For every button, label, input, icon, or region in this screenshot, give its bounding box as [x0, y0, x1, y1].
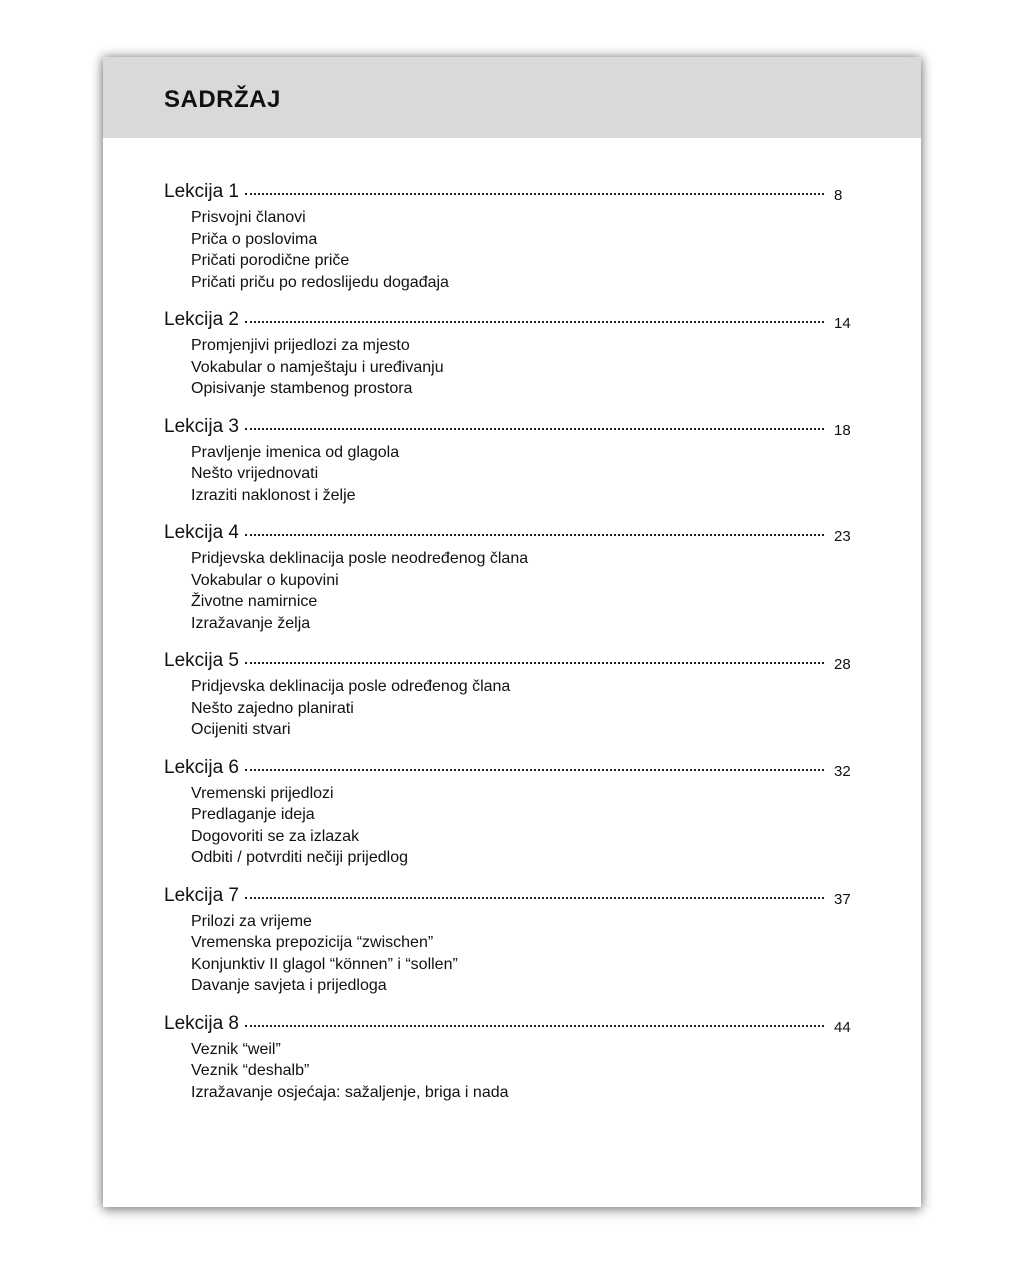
topic-item: Prisvojni članovi — [191, 209, 306, 226]
toc-entry-lekcija-3[interactable] — [164, 413, 852, 441]
lesson-page-number: 44 — [834, 1018, 851, 1036]
topic-item: Davanje savjeta i prijedloga — [191, 977, 387, 994]
dot-leader — [245, 1025, 824, 1027]
dot-leader — [245, 662, 824, 664]
topic-list — [164, 335, 852, 400]
topic-item: Nešto vrijednovati — [191, 465, 319, 482]
toc-entry-lekcija-8[interactable] — [164, 1010, 852, 1038]
topic-item: Odbiti / potvrditi nečiji prijedlog — [191, 849, 408, 866]
toc-section-lekcija-5 — [164, 647, 852, 741]
topic-item: Priča o poslovima — [191, 230, 318, 248]
topic-item: Izražavanje osjećaja: sažaljenje, briga i nada — [191, 1083, 509, 1101]
toc-entry-lekcija-2[interactable] — [164, 306, 852, 334]
dot-leader — [245, 193, 824, 195]
topic-list — [164, 442, 852, 507]
topic-list — [164, 676, 852, 741]
topic-item: Ocijeniti stvari — [191, 721, 291, 738]
topic-item: Vokabular o kupovini — [191, 571, 339, 589]
topic-item: Nešto zajedno planirati — [191, 699, 354, 717]
topic-item: Predlaganje ideja — [191, 806, 315, 823]
lesson-title: Lekcija 6 — [164, 756, 239, 778]
lesson-page-number: 8 — [834, 187, 843, 204]
topic-list — [164, 548, 852, 634]
toc-section-lekcija-2 — [164, 306, 852, 400]
toc-entry-lekcija-5[interactable] — [164, 647, 852, 675]
lesson-title: Lekcija 8 — [164, 1012, 239, 1034]
topic-item: Pričati porodične priče — [191, 252, 350, 269]
toc-section-lekcija-8 — [164, 1010, 852, 1104]
toc-entry-lekcija-6[interactable] — [164, 754, 852, 782]
dot-leader — [245, 321, 824, 323]
toc-entry-lekcija-7[interactable] — [164, 882, 852, 910]
topic-item: Veznik “weil” — [191, 1040, 281, 1058]
topic-item: Vremenska prepozicija “zwischen” — [191, 934, 434, 951]
topic-list — [164, 1039, 852, 1104]
page-header — [103, 57, 921, 138]
lesson-page-number: 18 — [834, 421, 851, 439]
lesson-page-number: 23 — [834, 528, 851, 545]
topic-list — [164, 911, 852, 997]
topic-item: Pridjevska deklinacija posle određenog člana — [191, 678, 511, 695]
topic-item: Promjenjivi prijedlozi za mjesto — [191, 337, 410, 354]
page-title: SADRŽAJ — [164, 86, 281, 113]
lesson-page-number: 37 — [834, 890, 851, 908]
lesson-title: Lekcija 1 — [164, 181, 239, 202]
topic-item: Dogovoriti se za izlazak — [191, 827, 360, 845]
lesson-title: Lekcija 7 — [164, 884, 239, 906]
topic-item: Izraziti naklonost i želje — [191, 486, 356, 504]
lesson-page-number: 14 — [834, 315, 851, 332]
topic-item: Izražavanje želja — [191, 614, 311, 632]
dot-leader — [245, 769, 824, 771]
topic-list — [164, 783, 852, 869]
topic-item: Pričati priču po redoslijedu događaja — [191, 273, 449, 291]
topic-item: Opisivanje stambenog prostora — [191, 380, 413, 397]
lesson-page-number: 28 — [834, 656, 851, 673]
dot-leader — [245, 534, 824, 536]
toc-section-lekcija-6 — [164, 754, 852, 869]
lesson-page-number: 32 — [834, 762, 851, 780]
topic-item: Vokabular o namještaju i uređivanju — [191, 358, 444, 376]
toc-entry-lekcija-4[interactable] — [164, 519, 852, 547]
lesson-title: Lekcija 3 — [164, 415, 239, 437]
toc-section-lekcija-1 — [164, 178, 852, 293]
topic-item: Pridjevska deklinacija posle neodređenog člana — [191, 550, 529, 567]
lesson-title: Lekcija 2 — [164, 309, 239, 330]
topic-item: Veznik “deshalb” — [191, 1062, 310, 1079]
topic-list — [164, 207, 852, 293]
lesson-title: Lekcija 4 — [164, 522, 239, 543]
table-of-contents — [164, 178, 852, 1116]
topic-item: Pravljenje imenica od glagola — [191, 443, 400, 461]
topic-item: Prilozi za vrijeme — [191, 912, 312, 930]
dot-leader — [245, 428, 824, 430]
toc-section-lekcija-7 — [164, 882, 852, 997]
document-page — [103, 57, 921, 1207]
toc-entry-lekcija-1[interactable] — [164, 178, 852, 206]
toc-section-lekcija-4 — [164, 519, 852, 634]
lesson-title: Lekcija 5 — [164, 650, 239, 671]
toc-section-lekcija-3 — [164, 413, 852, 507]
topic-item: Vremenski prijedlozi — [191, 784, 334, 802]
dot-leader — [245, 897, 824, 899]
topic-item: Konjunktiv II glagol “können” i “sollen” — [191, 955, 458, 973]
topic-item: Životne namirnice — [191, 593, 318, 610]
